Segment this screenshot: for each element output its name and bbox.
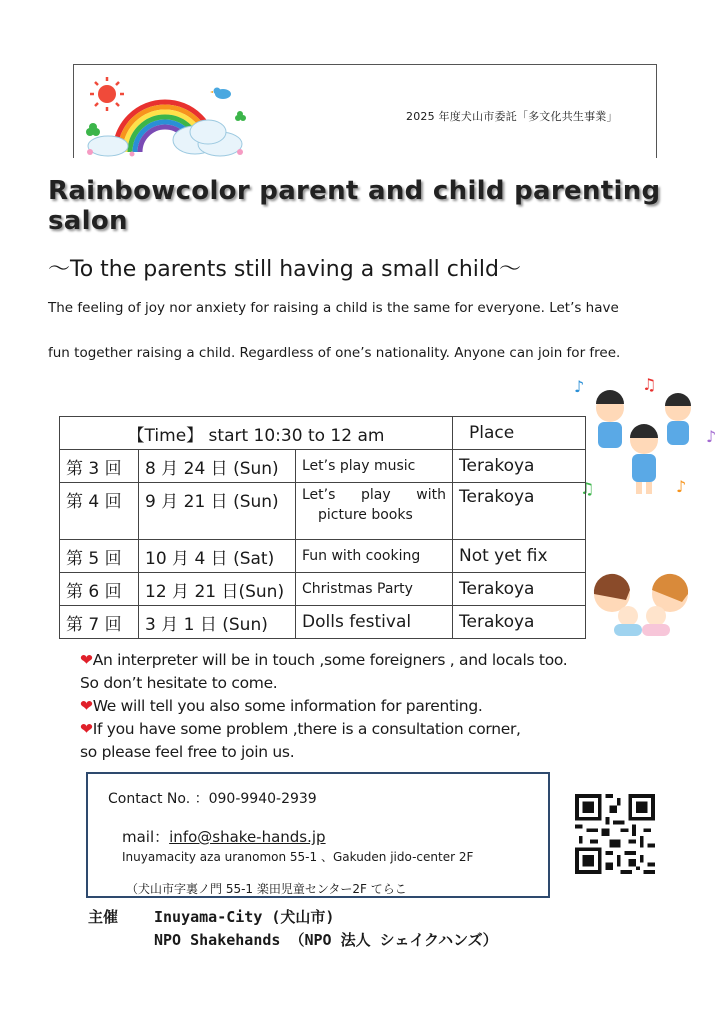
session-cell: 第 7 回 (60, 606, 139, 639)
svg-text:♪: ♪ (706, 427, 717, 446)
place-cell: Terakoya (453, 573, 586, 606)
contact-mail: mail：info@shake-hands.jp (122, 828, 326, 846)
table-row (60, 483, 586, 540)
table-row (60, 606, 586, 639)
activity-cell: Christmas Party (296, 573, 453, 606)
heart-icon: ❤ (80, 697, 93, 715)
heart-icon: ❤ (80, 651, 93, 669)
date-cell: 12 月 21 日(Sun) (139, 573, 296, 606)
activity-line-2: picture books (318, 507, 413, 523)
baby-icon (614, 606, 670, 636)
contact-phone: Contact No. ：090-9940-2939 (108, 791, 317, 807)
note-line-4: ❤If you have some problem ,there is a consultation corner, (80, 720, 521, 738)
place-cell: Terakoya (453, 450, 586, 483)
session-cell: 第 5 回 (60, 540, 139, 573)
session-cell: 第 6 回 (60, 573, 139, 606)
subtitle: 〜To the parents still having a small child〜 (48, 257, 521, 282)
organizer-npo: NPO Shakehands （NPO 法人 シェイクハンズ） (154, 931, 498, 949)
date-cell: 3 月 1 日 (Sun) (139, 606, 296, 639)
commission-text: 2025 年度犬山市委託「多文化共生事業」 (406, 110, 618, 123)
place-cell: Not yet fix (453, 540, 586, 573)
child-icon (596, 390, 624, 448)
date-cell: 9 月 21 日 (Sun) (139, 483, 296, 540)
activity-cell: Let’s play music (296, 450, 453, 483)
note-line-1: ❤An interpreter will be in touch ,some foreigners , and locals too. (80, 651, 568, 669)
child-icon (665, 393, 691, 445)
mail-link[interactable]: info@shake-hands.jp (169, 828, 326, 846)
session-cell: 第 4 回 (60, 483, 139, 540)
place-cell: Terakoya (453, 483, 586, 540)
address-english: Inuyamacity aza uranomon 55-1 、Gakuden jido-center 2F (122, 850, 474, 864)
table-row (60, 540, 586, 573)
bird-icon (210, 88, 231, 100)
svg-text:♪: ♪ (676, 477, 687, 496)
schedule-table (59, 416, 586, 639)
organizer-label: 主催 (88, 908, 119, 926)
note-line-3: ❤We will tell you also some information for parenting. (80, 697, 483, 715)
intro-line-1: The feeling of joy nor anxiety for raising a child is the same for everyone. Let’s have (48, 300, 619, 316)
mother-icon (594, 574, 688, 612)
svg-text:♫: ♫ (642, 375, 657, 394)
mothers-with-babies-illustration (584, 570, 704, 636)
place-header: Place (453, 417, 586, 450)
page-title: Rainbowcolor parent and child parenting salon (48, 176, 661, 236)
activity-word: with (416, 487, 446, 503)
table-row (60, 450, 586, 483)
sun-icon (90, 77, 124, 111)
session-cell: 第 3 回 (60, 450, 139, 483)
time-header: 【Time】 start 10:30 to 12 am (60, 417, 453, 450)
activity-cell (296, 483, 453, 540)
svg-text:♫: ♫ (580, 479, 595, 498)
activity-word: play (361, 487, 391, 503)
activity-cell: Fun with cooking (296, 540, 453, 573)
date-cell: 8 月 24 日 (Sun) (139, 450, 296, 483)
place-cell: Terakoya (453, 606, 586, 639)
qr-code[interactable] (575, 794, 655, 874)
table-row (60, 573, 586, 606)
intro-line-2: fun together raising a child. Regardless of one’s nationality. Anyone can join for free. (48, 345, 621, 361)
activity-cell: Dolls festival (296, 606, 453, 639)
address-japanese: （犬山市字裏ノ門 55-1 楽田児童センター2F てらこ (126, 882, 407, 896)
heart-icon: ❤ (80, 720, 93, 738)
child-icon (630, 424, 658, 494)
date-cell: 10 月 4 日 (Sat) (139, 540, 296, 573)
svg-text:♪: ♪ (574, 377, 585, 396)
note-line-5: so please feel free to join us. (80, 743, 295, 761)
activity-word: Let’s (302, 487, 336, 503)
organizer-city: Inuyama-City (犬山市) (154, 908, 335, 926)
table-header-row (60, 417, 586, 450)
rainbow-illustration (80, 74, 252, 158)
note-line-2: So don’t hesitate to come. (80, 674, 278, 692)
children-singing-illustration (572, 374, 718, 502)
